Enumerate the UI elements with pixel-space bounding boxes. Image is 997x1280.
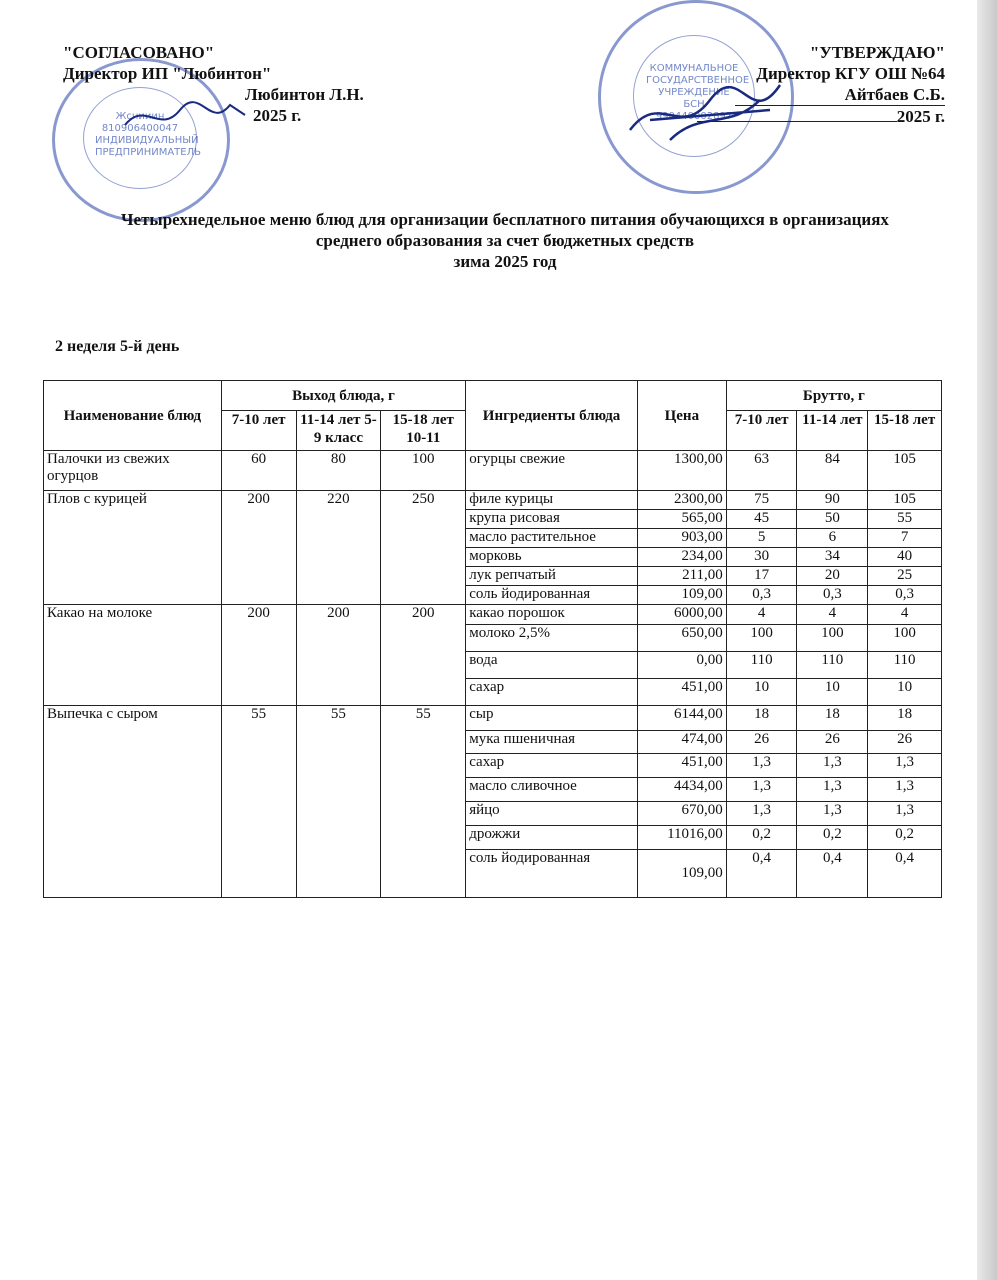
ingredient-name: филе курицы [466, 491, 638, 510]
ingredient-name: огурцы свежие [466, 451, 638, 491]
ingredient-gross: 34 [797, 548, 868, 567]
agreed-name: Любинтон Л.Н. [245, 85, 364, 104]
dish-yield: 200 [296, 605, 381, 706]
ingredient-gross: 18 [797, 706, 868, 731]
ingredient-gross: 0,2 [726, 826, 797, 850]
ingredient-gross: 1,3 [868, 802, 942, 826]
ingredient-name: какао порошок [466, 605, 638, 625]
ingredient-price: 670,00 [637, 802, 726, 826]
ingredient-gross: 26 [797, 731, 868, 754]
ingredient-gross: 40 [868, 548, 942, 567]
table-row [44, 491, 942, 510]
header-ingredients: Ингредиенты блюда [466, 381, 638, 451]
menu-table [43, 380, 942, 898]
ingredient-gross: 4 [797, 605, 868, 625]
ingredient-gross: 1,3 [797, 802, 868, 826]
ingredient-gross: 45 [726, 510, 797, 529]
header-gross-age-1: 7-10 лет [726, 411, 797, 451]
ingredient-name: лук репчатый [466, 567, 638, 586]
title-line-2: среднего образования за счет бюджетных средств [315, 231, 695, 250]
ingredient-gross: 50 [797, 510, 868, 529]
approve-title: "УТВЕРЖДАЮ" [809, 43, 945, 62]
ingredient-gross: 105 [868, 491, 942, 510]
ingredient-gross: 18 [726, 706, 797, 731]
ingredient-name: соль йодированная [466, 586, 638, 605]
dish-yield: 250 [381, 491, 466, 605]
header-gross: Брутто, г [726, 381, 941, 411]
dish-name: Плов с курицей [44, 491, 222, 605]
approval-right-block [640, 42, 945, 127]
header-yield-age-3: 15-18 лет 10-11 [381, 411, 466, 451]
dish-yield: 220 [296, 491, 381, 605]
ingredient-price: 451,00 [637, 754, 726, 778]
ingredient-name: масло сливочное [466, 778, 638, 802]
ingredient-price: 4434,00 [637, 778, 726, 802]
ingredient-gross: 1,3 [726, 802, 797, 826]
ingredient-name: молоко 2,5% [466, 625, 638, 652]
ingredient-gross: 0,2 [797, 826, 868, 850]
ingredient-gross: 5 [726, 529, 797, 548]
ingredient-price: 474,00 [637, 731, 726, 754]
ingredient-gross: 110 [868, 652, 942, 679]
ingredient-gross: 110 [797, 652, 868, 679]
header-yield-age-2: 11-14 лет 5-9 класс [296, 411, 381, 451]
table-row [44, 451, 942, 491]
ingredient-name: сыр [466, 706, 638, 731]
ingredient-gross: 0,3 [797, 586, 868, 605]
ingredient-gross: 90 [797, 491, 868, 510]
header-price: Цена [637, 381, 726, 451]
table-row [44, 706, 942, 731]
ingredient-gross: 0,4 [797, 850, 868, 898]
ingredient-gross: 105 [868, 451, 942, 491]
week-day-label: 2 неделя 5-й день [55, 338, 180, 355]
ingredient-gross: 4 [868, 605, 942, 625]
ingredient-gross: 0,4 [726, 850, 797, 898]
ingredient-gross: 0,2 [868, 826, 942, 850]
agreed-year: 2025 г. [253, 106, 302, 125]
ingredient-name: масло растительное [466, 529, 638, 548]
dish-yield: 55 [381, 706, 466, 898]
ingredient-gross: 75 [726, 491, 797, 510]
ingredient-gross: 26 [726, 731, 797, 754]
ingredient-gross: 1,3 [868, 778, 942, 802]
header-yield: Выход блюда, г [221, 381, 465, 411]
ingredient-gross: 1,3 [726, 754, 797, 778]
ingredient-gross: 10 [868, 679, 942, 706]
ingredient-gross: 0,3 [726, 586, 797, 605]
ingredient-name: дрожжи [466, 826, 638, 850]
ingredient-gross: 26 [868, 731, 942, 754]
ingredient-gross: 6 [797, 529, 868, 548]
approve-year: 2025 г. [896, 107, 945, 126]
ingredient-price: 11016,00 [637, 826, 726, 850]
ingredient-gross: 1,3 [726, 778, 797, 802]
ingredient-price: 6144,00 [637, 706, 726, 731]
ingredient-price: 1300,00 [637, 451, 726, 491]
ingredient-gross: 1,3 [868, 754, 942, 778]
title-line-1: Четырехнедельное меню блюд для организации бесплатного питания обучающихся в организациях [121, 210, 889, 229]
header-dish: Наименование блюд [44, 381, 222, 451]
approval-left-block [63, 42, 403, 126]
dish-yield: 55 [221, 706, 296, 898]
left-stamp-text: Жснииин 810906400047 ИНДИВИДУАЛЬНЫЙ ПРЕДПРИНИМАТЕЛЬ [95, 111, 201, 158]
ingredient-gross: 10 [797, 679, 868, 706]
ingredient-price: 2300,00 [637, 491, 726, 510]
ingredient-price: 903,00 [637, 529, 726, 548]
page-edge-shadow [977, 0, 997, 1280]
dish-name: Палочки из свежих огурцов [44, 451, 222, 491]
ingredient-gross: 84 [797, 451, 868, 491]
agreed-title: "СОГЛАСОВАНО" [63, 43, 215, 62]
ingredient-gross: 100 [797, 625, 868, 652]
ingredient-price: 234,00 [637, 548, 726, 567]
dish-name: Выпечка с сыром [44, 706, 222, 898]
ingredient-gross: 1,3 [797, 778, 868, 802]
ingredient-name: сахар [466, 754, 638, 778]
ingredient-name: морковь [466, 548, 638, 567]
approve-name: Айтбаев С.Б. [844, 85, 945, 104]
ingredient-price: 650,00 [637, 625, 726, 652]
ingredient-price: 109,00 [637, 586, 726, 605]
ingredient-price: 211,00 [637, 567, 726, 586]
dish-yield: 80 [296, 451, 381, 491]
ingredient-gross: 25 [868, 567, 942, 586]
document-title [40, 209, 970, 272]
ingredient-gross: 30 [726, 548, 797, 567]
agreed-position: Директор ИП "Любинтон" [63, 64, 272, 83]
ingredient-name: крупа рисовая [466, 510, 638, 529]
dish-name: Какао на молоке [44, 605, 222, 706]
ingredient-gross: 0,4 [868, 850, 942, 898]
ingredient-gross: 100 [868, 625, 942, 652]
ingredient-name: соль йодированная [466, 850, 638, 898]
dish-yield: 100 [381, 451, 466, 491]
header-gross-age-2: 11-14 лет [797, 411, 868, 451]
ingredient-gross: 17 [726, 567, 797, 586]
ingredient-price: 451,00 [637, 679, 726, 706]
ingredient-price: 565,00 [637, 510, 726, 529]
ingredient-name: сахар [466, 679, 638, 706]
right-stamp-text: КОММУНАЛЬНОЕ ГОСУДАРСТВЕННОЕ УЧРЕЖДЕНИЕ БСН 990440002897 [646, 63, 750, 122]
ingredient-price: 6000,00 [637, 605, 726, 625]
ingredient-name: яйцо [466, 802, 638, 826]
ingredient-gross: 4 [726, 605, 797, 625]
ingredient-gross: 100 [726, 625, 797, 652]
dish-yield: 200 [221, 491, 296, 605]
ingredient-gross: 18 [868, 706, 942, 731]
ingredient-name: вода [466, 652, 638, 679]
title-line-3: зима 2025 год [453, 252, 557, 271]
dish-yield: 200 [221, 605, 296, 706]
approve-position: Директор КГУ ОШ №64 [756, 64, 945, 83]
dish-yield: 55 [296, 706, 381, 898]
table-row [44, 605, 942, 625]
ingredient-gross: 63 [726, 451, 797, 491]
ingredient-gross: 10 [726, 679, 797, 706]
ingredient-name: мука пшеничная [466, 731, 638, 754]
ingredient-gross: 0,3 [868, 586, 942, 605]
ingredient-gross: 20 [797, 567, 868, 586]
ingredient-gross: 110 [726, 652, 797, 679]
ingredient-gross: 7 [868, 529, 942, 548]
header-gross-age-3: 15-18 лет [868, 411, 942, 451]
ingredient-gross: 1,3 [797, 754, 868, 778]
ingredient-price: 109,00 [637, 850, 726, 898]
header-yield-age-1: 7-10 лет [221, 411, 296, 451]
ingredient-gross: 55 [868, 510, 942, 529]
dish-yield: 60 [221, 451, 296, 491]
ingredient-price: 0,00 [637, 652, 726, 679]
dish-yield: 200 [381, 605, 466, 706]
